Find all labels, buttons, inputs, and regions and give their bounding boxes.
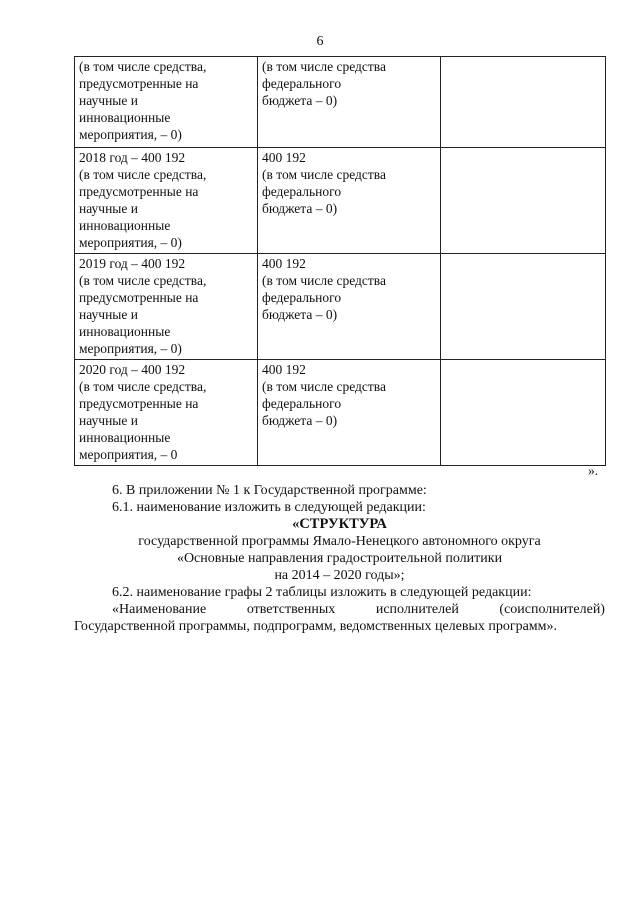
structure-heading: «СТРУКТУРА [292, 516, 387, 532]
column-name-word: исполнителей [375, 602, 459, 617]
empty-cell [441, 148, 606, 254]
column-name-word: «Наименование [112, 602, 207, 617]
page-number: 6 [316, 34, 324, 49]
column-name-word: ответственных [246, 602, 336, 617]
federal-budget-cell: (в том числе средства федерального бюджета – 0) [258, 57, 441, 148]
table-row [75, 360, 606, 466]
structure-subtitle-line-3: на 2014 – 2020 годы»; [274, 568, 405, 583]
empty-cell [441, 254, 606, 360]
paragraph-6-2: 6.2. наименование графы 2 таблицы изложить в следующей редакции: [112, 585, 532, 600]
amendment-text [74, 482, 605, 635]
federal-budget-cell: 400 192 (в том числе средства федерального бюджета – 0) [258, 254, 441, 360]
funding-total-cell: 2018 год – 400 192 (в том числе средства, предусмотренные на научные и инновационные мероприятия, – 0) [75, 148, 258, 254]
federal-budget-cell: 400 192 (в том числе средства федерального бюджета – 0) [258, 360, 441, 466]
column-name-word: (соисполнителей) [499, 602, 605, 617]
empty-cell [441, 57, 606, 148]
federal-budget-cell: 400 192 (в том числе средства федерального бюджета – 0) [258, 148, 441, 254]
structure-subtitle-line-1: государственной программы Ямало-Ненецкого автономного округа [138, 534, 541, 549]
funding-total-cell: 2019 год – 400 192 (в том числе средства, предусмотренные на научные и инновационные мероприятия, – 0) [75, 254, 258, 360]
funding-table [74, 56, 606, 466]
structure-subtitle-line-2: «Основные направления градостроительной политики [176, 551, 503, 566]
empty-cell [441, 360, 606, 466]
table-row [75, 148, 606, 254]
funding-total-cell: 2020 год – 400 192 (в том числе средства, предусмотренные на научные и инновационные мероприятия, – 0 [75, 360, 258, 466]
table-row [75, 254, 606, 360]
paragraph-6-1: 6.1. наименование изложить в следующей редакции: [112, 500, 426, 515]
column-name-line-1 [74, 601, 605, 618]
funding-total-cell: (в том числе средства, предусмотренные на научные и инновационные мероприятия, – 0) [75, 57, 258, 148]
table-row [75, 57, 606, 148]
column-name-line-2: Государственной программы, подпрограмм, ведомственных целевых программ». [74, 619, 558, 634]
paragraph-6: 6. В приложении № 1 к Государственной программе: [112, 483, 427, 498]
closing-quote: ». [588, 463, 599, 478]
